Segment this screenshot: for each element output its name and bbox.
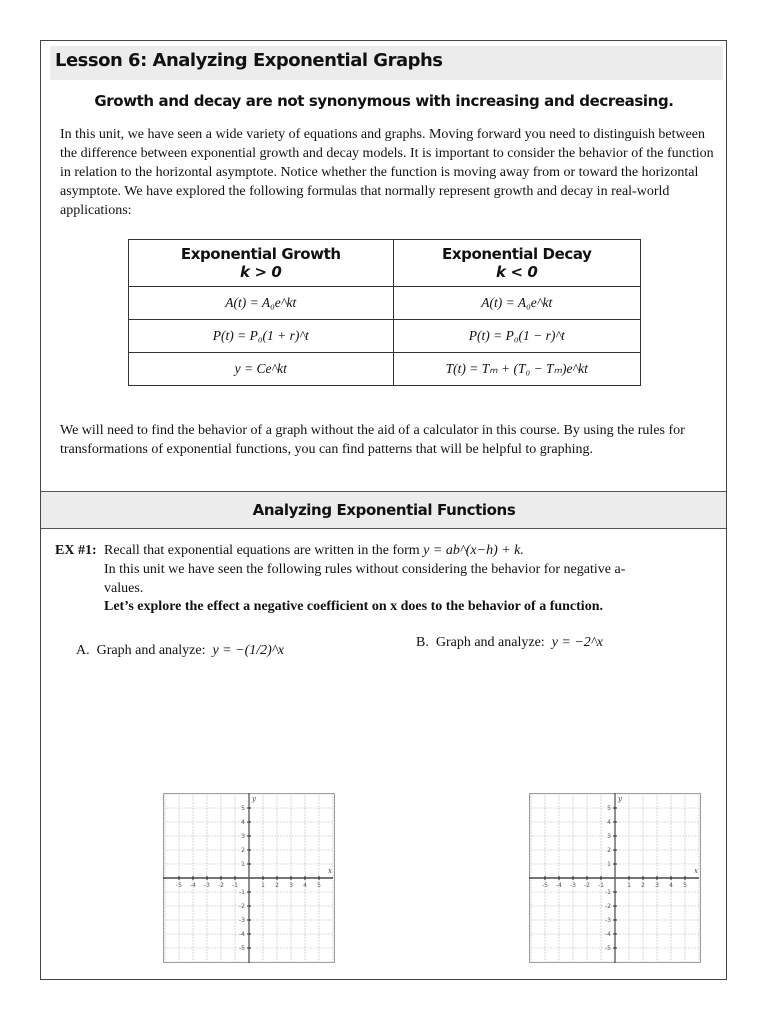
x-tick-label: -1 [232,882,238,889]
y-tick-label: -4 [605,931,611,938]
x-tick-label: 4 [669,882,673,889]
header-growth: Exponential Growth k > 0 [129,240,394,287]
x-tick-label: -3 [204,882,210,889]
y-tick-label: -2 [605,903,611,910]
example-line2: In this unit we have seen the following rules without considering the behavior for negative a-values. [104,562,626,596]
x-tick-label: -4 [190,882,196,889]
x-tick-label: 2 [641,882,645,889]
x-tick-label: 4 [303,882,307,889]
coordinate-grid-b[interactable] [529,793,701,963]
y-tick-label: -4 [239,931,245,938]
example-line1: Recall that exponential equations are written in the form y = ab^(x−h) + k. [104,543,524,558]
second-paragraph: We will need to find the behavior of a graph without the aid of a calculator in this course. By using the rules for transformations of exponential functions, you can find patterns that will be helpful to graphing. [60,423,685,457]
y-axis-label: y [252,795,256,803]
section-title: Analyzing Exponential Functions [252,501,516,519]
table-cell: y = Ce^kt [129,353,394,386]
part-b: B. Graph and analyze: y = −2^x [416,635,603,650]
part-a: A. Graph and analyze: y = −(1/2)^x [76,643,284,658]
y-tick-label: -5 [239,945,245,952]
table-cell: T(t) = Tₘ + (T₀ − Tₘ)e^kt [393,353,640,386]
y-axis-label: y [618,795,622,803]
table-cell: P(t) = P₀(1 − r)^t [393,320,640,353]
table-cell: P(t) = P₀(1 + r)^t [129,320,394,353]
x-tick-label: -4 [556,882,562,889]
table-row [129,287,641,320]
header-decay: Exponential Decay k < 0 [393,240,640,287]
y-tick-label: -3 [239,917,245,924]
table-row [129,353,641,386]
y-tick-label: -1 [239,889,245,896]
x-tick-label: 2 [275,882,279,889]
formula-table [128,239,641,386]
intro-paragraph: In this unit, we have seen a wide variety of equations and graphs. Moving forward you need to distinguish between the difference between exponential growth and decay models. It is important to consider the behavior of the function in relation to the horizontal asymptote. Notice whether the function is moving away from or toward the horizontal asymptote. We have explored the following formulas that normally represent growth and decay in real-world applications: [60,127,714,218]
subtitle: Growth and decay are not synonymous with increasing and decreasing. [94,92,674,110]
x-tick-label: 5 [683,882,687,889]
x-axis-label: x [694,867,698,875]
x-tick-label: 3 [289,882,293,889]
x-tick-label: -1 [598,882,604,889]
coordinate-grid-a[interactable] [163,793,335,963]
table-row [129,320,641,353]
x-tick-label: 5 [317,882,321,889]
y-tick-label: 5 [607,805,611,812]
lesson-title: Lesson 6: Analyzing Exponential Graphs [55,50,443,71]
y-tick-label: 1 [241,861,245,868]
y-tick-label: -3 [605,917,611,924]
y-tick-label: 5 [241,805,245,812]
table-cell: A(t) = A₀e^kt [393,287,640,320]
y-tick-label: -5 [605,945,611,952]
example-label: EX #1: [55,543,97,558]
y-tick-label: -1 [605,889,611,896]
x-tick-label: 1 [627,882,631,889]
y-tick-label: 4 [241,819,245,826]
y-tick-label: 2 [241,847,245,854]
y-tick-label: 3 [607,833,611,840]
x-tick-label: -2 [584,882,590,889]
x-tick-label: 1 [261,882,265,889]
x-axis-label: x [328,867,332,875]
y-tick-label: -2 [239,903,245,910]
x-tick-label: -3 [570,882,576,889]
y-tick-label: 1 [607,861,611,868]
x-tick-label: -5 [176,882,182,889]
x-tick-label: -2 [218,882,224,889]
table-cell: A(t) = A₀e^kt [129,287,394,320]
example-line3: Let’s explore the effect a negative coefficient on x does to the behavior of a function. [104,599,603,614]
x-tick-label: 3 [655,882,659,889]
y-tick-label: 4 [607,819,611,826]
y-tick-label: 3 [241,833,245,840]
y-tick-label: 2 [607,847,611,854]
x-tick-label: -5 [542,882,548,889]
